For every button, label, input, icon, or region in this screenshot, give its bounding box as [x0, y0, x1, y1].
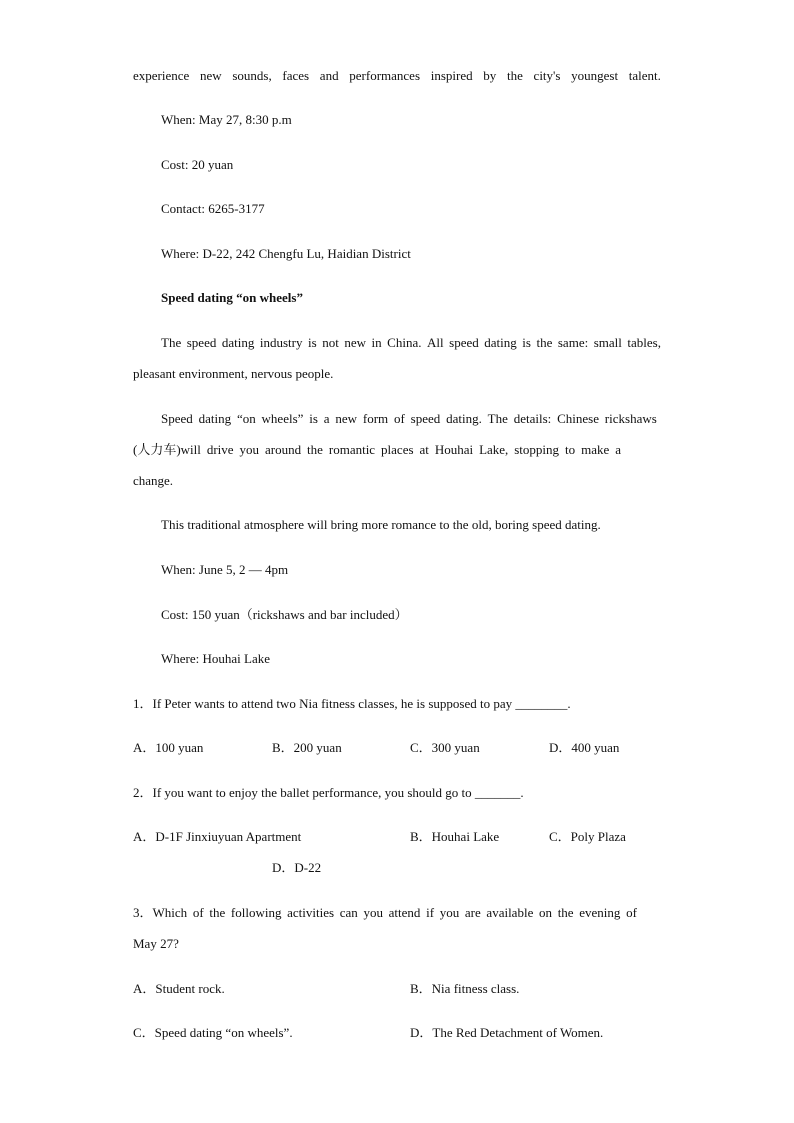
- event-cost: Cost: 20 yuan: [161, 157, 234, 172]
- word: new: [199, 68, 222, 83]
- paragraph-line: [161, 411, 657, 427]
- word: speed: [410, 411, 441, 426]
- word: of: [393, 411, 405, 426]
- word: details:: [513, 411, 552, 426]
- word: a: [615, 442, 621, 457]
- event-cost: Cost: 150 yuan（rickshaws and bar included）: [161, 607, 408, 622]
- option-c: C．Poly Plaza: [549, 829, 626, 844]
- word: the: [209, 905, 226, 920]
- word: following: [230, 905, 282, 920]
- paragraph-line: [161, 335, 661, 351]
- word: the: [557, 905, 574, 920]
- option-d: D．D-22: [272, 860, 322, 875]
- word: dating: [198, 411, 232, 426]
- word: around: [264, 442, 302, 457]
- word: is: [522, 335, 531, 350]
- word: dating: [484, 335, 517, 350]
- word: you: [363, 905, 383, 920]
- word: romantic: [328, 442, 376, 457]
- word: city's: [533, 68, 561, 83]
- word: (人力车)will: [133, 442, 201, 457]
- word: evening: [579, 905, 621, 920]
- paragraph-line: This traditional atmosphere will bring more romance to the old, boring speed dating.: [161, 517, 601, 532]
- event-location: Where: D-22, 242 Chengfu Lu, Haidian District: [161, 246, 411, 261]
- word: in: [371, 335, 382, 350]
- event-time: When: June 5, 2 — 4pm: [161, 562, 289, 577]
- word: attend: [388, 905, 421, 920]
- question-stem: [133, 905, 637, 921]
- word: activities: [287, 905, 335, 920]
- word: small: [593, 335, 622, 350]
- word: is: [308, 335, 317, 350]
- option-a: A．Student rock.: [133, 981, 225, 996]
- word: The: [487, 411, 508, 426]
- word: make: [581, 442, 610, 457]
- word: inspired: [430, 68, 473, 83]
- word: you: [439, 905, 460, 920]
- word: can: [339, 905, 358, 920]
- word: dating.: [446, 411, 482, 426]
- option-b: B．Nia fitness class.: [410, 981, 520, 996]
- option-d: D．The Red Detachment of Women.: [410, 1025, 604, 1040]
- word: at: [419, 442, 429, 457]
- option-c: C．Speed dating “on wheels”.: [133, 1025, 293, 1040]
- event-time: When: May 27, 8:30 p.m: [161, 112, 292, 127]
- word: on: [539, 905, 553, 920]
- word: places: [381, 442, 414, 457]
- word: sounds,: [232, 68, 272, 83]
- option-b: B．Houhai Lake: [410, 829, 500, 844]
- option-d: D．400 yuan: [549, 740, 620, 755]
- question-stem: 2．If you want to enjoy the ballet performance, you should go to _______.: [133, 785, 524, 800]
- word: same:: [557, 335, 589, 350]
- word: a: [323, 411, 330, 426]
- word: “on: [236, 411, 256, 426]
- word: The: [161, 335, 182, 350]
- word: rickshaws: [604, 411, 657, 426]
- word: wheels”: [261, 411, 304, 426]
- option-a: A．100 yuan: [133, 740, 204, 755]
- word: the: [506, 68, 523, 83]
- word: available: [486, 905, 534, 920]
- paragraph-line: [133, 68, 661, 84]
- word: Lake,: [479, 442, 509, 457]
- word: of: [626, 905, 637, 920]
- word: 3．Which: [133, 905, 188, 920]
- question-stem: May 27?: [133, 936, 179, 951]
- word: is: [309, 411, 318, 426]
- word: and: [319, 68, 339, 83]
- word: the: [307, 442, 323, 457]
- word: by: [483, 68, 497, 83]
- word: speed: [449, 335, 479, 350]
- word: faces: [282, 68, 310, 83]
- word: not: [322, 335, 339, 350]
- word: new: [344, 335, 367, 350]
- word: Chinese: [557, 411, 599, 426]
- word: drive: [206, 442, 234, 457]
- word: performances: [349, 68, 421, 83]
- word: talent.: [628, 68, 661, 83]
- word: to: [565, 442, 576, 457]
- word: the: [536, 335, 553, 350]
- word: experience: [133, 68, 190, 83]
- word: All: [427, 335, 444, 350]
- word: you: [239, 442, 260, 457]
- paragraph-line: change.: [133, 473, 174, 488]
- word: of: [192, 905, 204, 920]
- word: are: [464, 905, 481, 920]
- word: Houhai: [434, 442, 474, 457]
- word: new: [335, 411, 358, 426]
- word: industry: [259, 335, 303, 350]
- event-contact: Contact: 6265-3177: [161, 201, 265, 216]
- option-a: A．D-1F Jinxiuyuan Apartment: [133, 829, 302, 844]
- paragraph-line: pleasant environment, nervous people.: [133, 366, 334, 381]
- word: stopping: [514, 442, 560, 457]
- word: tables,: [627, 335, 661, 350]
- word: form: [362, 411, 389, 426]
- word: youngest: [571, 68, 619, 83]
- word: dating: [221, 335, 255, 350]
- word: Speed: [161, 411, 193, 426]
- option-b: B．200 yuan: [272, 740, 342, 755]
- word: if: [426, 905, 435, 920]
- question-stem: 1．If Peter wants to attend two Nia fitness classes, he is supposed to pay ________.: [133, 696, 571, 711]
- option-c: C．300 yuan: [410, 740, 480, 755]
- word: China.: [387, 335, 422, 350]
- word: speed: [186, 335, 217, 350]
- paragraph-line: [133, 442, 621, 458]
- event-location: Where: Houhai Lake: [161, 651, 271, 666]
- section-heading: Speed dating “on wheels”: [161, 290, 303, 305]
